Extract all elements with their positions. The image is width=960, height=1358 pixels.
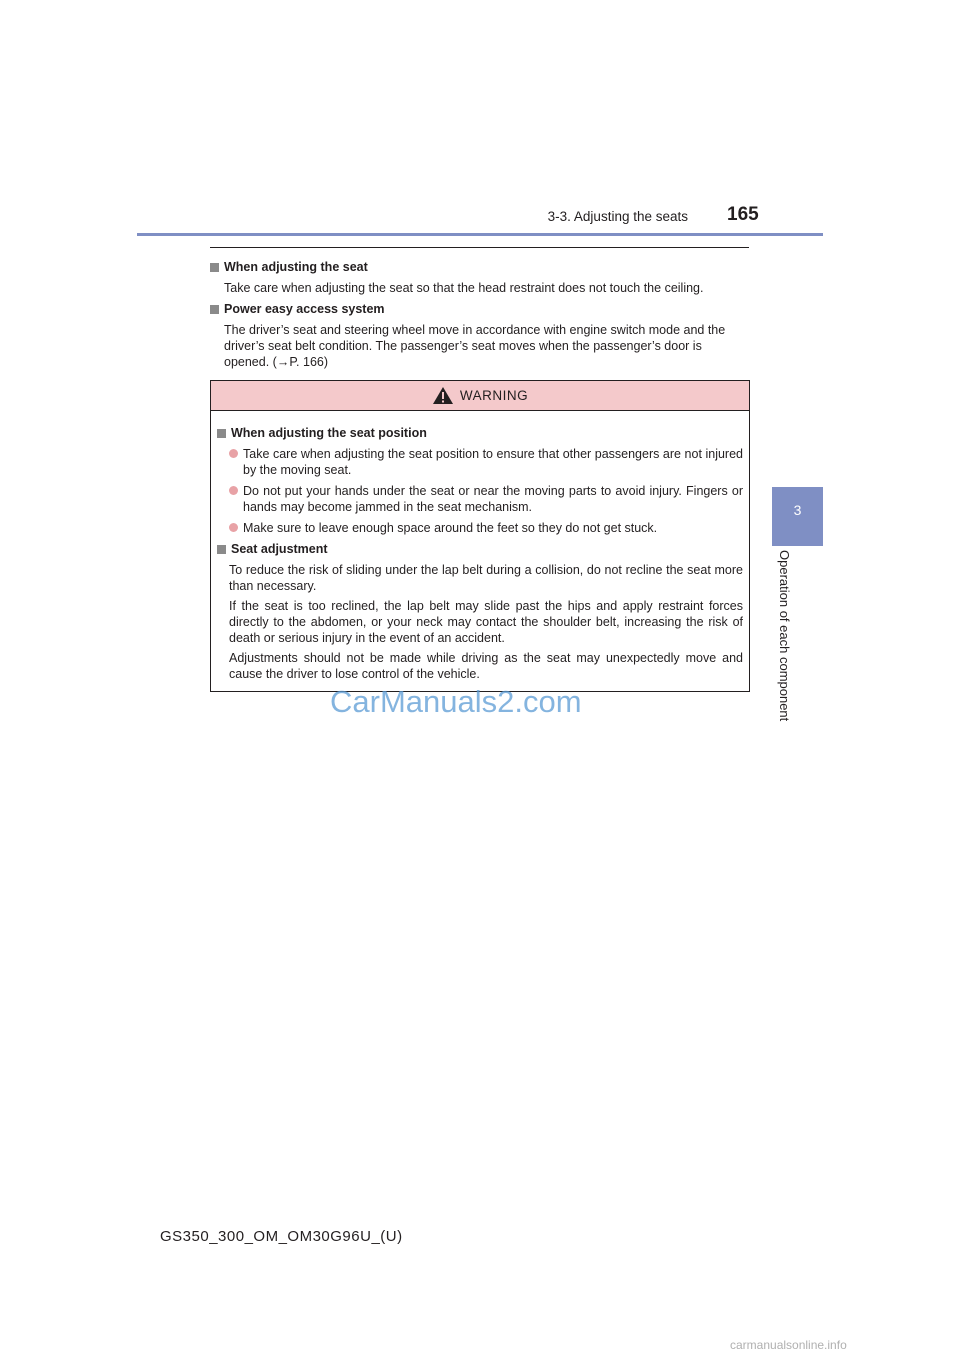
chapter-number: 3 (793, 502, 802, 518)
section-rule (210, 247, 749, 248)
warning-bullet: Do not put your hands under the seat or near the moving parts to avoid injury. Fingers or hands may become jammed in the seat mechanism. (217, 483, 743, 515)
square-bullet-icon (210, 305, 219, 314)
note-body: Take care when adjusting the seat so that the head restraint does not touch the ceiling. (224, 281, 704, 295)
footer-code: GS350_300_OM_OM30G96U_(U) (160, 1228, 403, 1245)
site-watermark: carmanualsonline.info (730, 1338, 847, 1352)
warning-bullet: Take care when adjusting the seat position to ensure that other passengers are not injured by the moving seat. (217, 446, 743, 478)
dot-bullet-icon (229, 523, 238, 532)
square-bullet-icon (210, 263, 219, 272)
note-body: The driver’s seat and steering wheel move in accordance with engine switch mode and the driver’s seat belt condition. The passenger’s seat moves when the passenger’s door is opened. (→P. 166) (224, 323, 726, 369)
note-title: Power easy access system (224, 302, 385, 316)
chapter-title: Operation of each component (777, 550, 792, 722)
warning-bullet: Make sure to leave enough space around the feet so they do not get stuck. (217, 520, 743, 536)
warning-section-title: Seat adjustment (217, 541, 743, 557)
warning-paragraph: To reduce the risk of sliding under the lap belt during a collision, do not recline the seat more than necessary. (229, 563, 743, 593)
dot-bullet-icon (229, 486, 238, 495)
note-title: When adjusting the seat (224, 260, 368, 274)
warning-header (211, 381, 749, 411)
square-bullet-icon (217, 545, 226, 554)
square-bullet-icon (217, 429, 226, 438)
watermark-logo: CarManuals2.com (330, 684, 582, 719)
note-seat-adjust (210, 259, 750, 296)
warning-label: WARNING (459, 388, 529, 403)
header-section-title: 3-3. Adjusting the seats (547, 209, 688, 224)
warning-section-title: When adjusting the seat position (217, 425, 743, 441)
warning-paragraph: If the seat is too reclined, the lap belt may slide past the hips and apply restraint forces directly to the abdomen, or your neck may contact the shoulder belt, increasing the risk of death or serious injury in the event of an accident. (229, 599, 743, 645)
warning-triangle-icon (432, 386, 454, 405)
note-easy-access (210, 301, 750, 370)
page-number: 165 (727, 204, 759, 225)
warning-box (210, 380, 750, 692)
dot-bullet-icon (229, 449, 238, 458)
header-rule (137, 233, 823, 236)
warning-paragraph: Adjustments should not be made while driving as the seat may unexpectedly move and cause the driver to lose control of the vehicle. (229, 651, 743, 681)
